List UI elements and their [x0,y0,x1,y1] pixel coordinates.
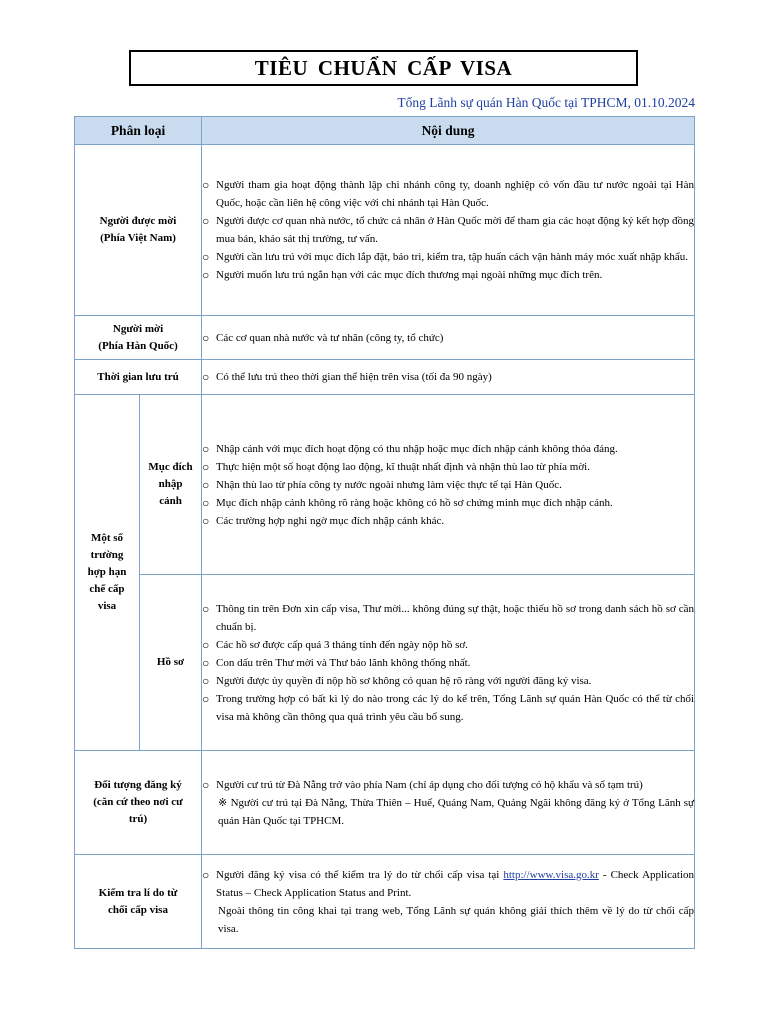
circle-bullet-icon: ○ [202,495,210,510]
eligibility-note: ※ Người cư trú tại Đà Nẵng, Thừa Thiên – Huế, Quảng Nam, Quảng Ngãi không đăng ký ở Tổng Lãnh sự quán Hàn Quốc tại TPHCM. [218,796,695,827]
list-item: ○ Người cần lưu trú với mục đích lắp đặt, bảo trì, kiểm tra, tập huấn cách vận hành máy móc xuất nhập khẩu. [202,250,688,264]
list-item: ○ Người cư trú từ Đà Nẵng trở vào phía Nam (chỉ áp dụng cho đối tượng có hộ khẩu và sổ tạm trú) [202,777,643,792]
table-row-refusal [75,855,695,949]
document-title: TIÊU CHUẨN CẤP VISA [129,50,638,86]
restrict-label: Một số trường hợp hạn chế cấp visa [75,395,140,751]
refusal-label: Kiểm tra lí do từ chối cấp visa [75,855,202,949]
list-item: ○ Mục đích nhập cảnh không rõ ràng hoặc không có hồ sơ chứng minh mục đích nhập cảnh. [202,495,613,510]
list-item: ○ Người được ủy quyền đi nộp hồ sơ không có quan hệ rõ ràng với người đăng ký visa. [202,673,592,688]
header-category: Phân loại [75,117,202,145]
list-item: ○ Trong trường hợp có bất kì lý do nào trong các lý do kể trên, Tổng Lãnh sự quán Hàn Quốc có thể từ chối visa mà không cần thông qua quá trình yêu cầu bổ sung. [202,691,695,723]
restrict-purpose-label: Mục đích nhập cảnh [140,395,202,575]
table-row-inviter [75,316,695,360]
circle-bullet-icon: ○ [202,370,210,384]
list-item: ○ Con dấu trên Thư mời và Thư bảo lãnh không thống nhất. [202,655,471,670]
circle-bullet-icon: ○ [202,214,210,228]
table-row-stay [75,360,695,395]
circle-bullet-icon: ○ [202,459,210,474]
list-item: ○ Có thể lưu trú theo thời gian thể hiện trên visa (tối đa 90 ngày) [202,370,492,384]
invitee-label: Người được mời (Phía Việt Nam) [75,145,202,316]
list-item: ○ Thông tin trên Đơn xin cấp visa, Thư mời... không đúng sự thật, hoặc thiếu hồ sơ trong danh sách hồ sơ cần chuẩn bị. [202,601,695,633]
circle-bullet-icon: ○ [202,441,210,456]
eligibility-content [202,751,695,855]
circle-bullet-icon: ○ [202,655,210,670]
list-item: ○ Các hồ sơ được cấp quá 3 tháng tính đến ngày nộp hồ sơ. [202,637,468,652]
circle-bullet-icon: ○ [202,777,210,792]
table-row-invitee [75,145,695,316]
inviter-label: Người mời (Phía Hàn Quốc) [75,316,202,360]
stay-content [202,360,695,395]
list-item: ○ Người muốn lưu trú ngắn hạn với các mục đích thương mại ngoài những mục đích trên. [202,268,603,282]
circle-bullet-icon: ○ [202,178,210,192]
visa-criteria-table [74,116,695,949]
invitee-content [202,145,695,316]
eligibility-label: Đối tượng đăng ký (căn cứ theo nơi cư trú) [75,751,202,855]
list-item: ○ Thực hiện một số hoạt động lao động, kĩ thuật nhất định và nhận thù lao từ phía mời. [202,459,590,474]
list-item [202,866,694,902]
visa-site-link[interactable]: http://www.visa.go.kr [503,868,599,881]
list-item: ○ Người được cơ quan nhà nước, tổ chức cá nhân ở Hàn Quốc mời để tham gia các hoạt động ký kết hợp đồng mua bán, khảo sát thị trường, tư vấn. [202,214,695,245]
list-item: ○ Nhận thù lao từ phía công ty nước ngoài nhưng làm việc thực tế tại Hàn Quốc. [202,477,562,492]
table-row-eligibility [75,751,695,855]
circle-bullet-icon: ○ [202,601,210,616]
restrict-purpose-content [202,395,695,575]
document-subtitle: Tổng Lãnh sự quán Hàn Quốc tại TPHCM, 01.10.2024 [397,95,695,110]
list-item: ○ Các trường hợp nghi ngờ mục đích nhập cảnh khác. [202,513,445,528]
table-row-restrict-purpose [75,395,695,575]
circle-bullet-icon: ○ [202,637,210,652]
circle-bullet-icon: ○ [202,513,210,528]
list-item: ○ Các cơ quan nhà nước và tư nhân (công ty, tổ chức) [202,330,444,345]
header-content: Nội dung [202,117,695,145]
circle-bullet-icon: ○ [202,673,210,688]
circle-bullet-icon: ○ [202,691,210,706]
circle-bullet-icon: ○ [202,867,210,882]
list-item: ○ Người tham gia hoạt động thành lập chi nhánh công ty, doanh nghiệp có vốn đầu tư nước ngoài tại Hàn Quốc, hoặc cần liên hệ công việc với chi nhánh tại Hàn Quốc. [202,178,695,209]
refusal-text-before-link: Người đăng ký visa có thể kiểm tra lý do từ chối cấp visa tại [216,868,504,881]
circle-bullet-icon: ○ [202,250,210,264]
stay-label: Thời gian lưu trú [75,360,202,395]
circle-bullet-icon: ○ [202,477,210,492]
inviter-content [202,316,695,360]
circle-bullet-icon: ○ [202,330,210,345]
table-row-restrict-docs [75,575,695,751]
list-item: ○ Nhập cảnh với mục đích hoạt động có thu nhập hoặc mục đích nhập cảnh không thỏa đáng. [202,441,618,456]
table-header-row [75,117,695,145]
restrict-docs-content [202,575,695,751]
refusal-text-after-link: - Check Application Status – Check Application Status and Print. [216,868,695,899]
refusal-content [202,855,695,949]
circle-bullet-icon: ○ [202,268,210,282]
restrict-docs-label: Hồ sơ [140,575,202,751]
refusal-extra-note: Ngoài thông tin công khai tại trang web, Tổng Lãnh sự quán không giải thích thêm về lý do từ chối cấp visa. [218,904,695,935]
